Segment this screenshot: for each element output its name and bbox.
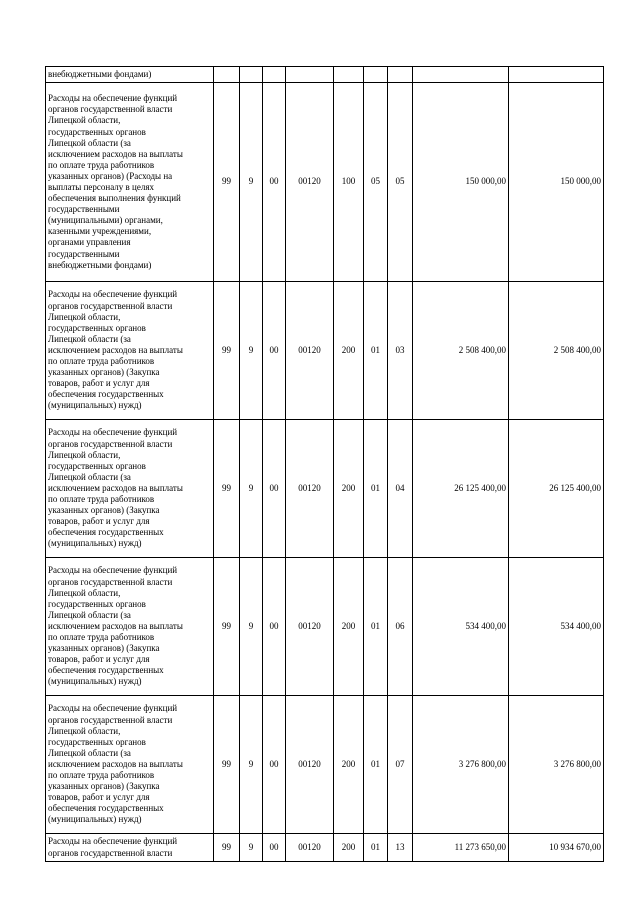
section-code-cell: 01 [364, 558, 388, 696]
table-row [46, 83, 604, 282]
subprogram-code-cell: 9 [240, 696, 263, 834]
program-code-cell: 99 [214, 282, 240, 420]
subprogram-code-cell: 9 [240, 282, 263, 420]
expense-description: Расходы на обеспечение функций органов государственной власти Липецкой области, государственных органов Липецкой области (за исключением расходов на выплаты по оплате труда работников указанных органов) (Закупка товаров, работ и услуг для обеспечения государственных (муниципальных) нужд) [46, 558, 214, 696]
expense-type-code-cell: 100 [334, 83, 364, 282]
table-row [46, 282, 604, 420]
expense-description: Расходы на обеспечение функций органов государственной власти Липецкой области, государственных органов Липецкой области (за исключением расходов на выплаты по оплате труда работников указанных органов) (Закупка товаров, работ и услуг для обеспечения государственных (муниципальных) нужд) [46, 282, 214, 420]
subprogram-code-cell: 9 [240, 558, 263, 696]
direction-code-cell: 00120 [286, 696, 334, 834]
amount-2-cell: 534 400,00 [509, 558, 604, 696]
amount-1-cell: 26 125 400,00 [413, 420, 509, 558]
amount-2-cell: 26 125 400,00 [509, 420, 604, 558]
direction-code-cell: 00120 [286, 83, 334, 282]
main-event-code-cell: 00 [263, 558, 286, 696]
table-row [46, 67, 604, 83]
subprogram-code-cell: 9 [240, 420, 263, 558]
main-event-code-cell: 00 [263, 696, 286, 834]
subsection-code-cell: 13 [388, 834, 413, 862]
amount-1-cell: 11 273 650,00 [413, 834, 509, 862]
section-code-cell: 01 [364, 420, 388, 558]
direction-code-cell [286, 67, 334, 83]
subsection-code-cell: 06 [388, 558, 413, 696]
direction-code-cell: 00120 [286, 558, 334, 696]
program-code-cell: 99 [214, 696, 240, 834]
subsection-code-cell: 03 [388, 282, 413, 420]
expense-description: Расходы на обеспечение функций органов государственной власти Липецкой области, государственных органов Липецкой области (за исключением расходов на выплаты по оплате труда работников указанных органов) (Закупка товаров, работ и услуг для обеспечения государственных (муниципальных) нужд) [46, 420, 214, 558]
main-event-code-cell [263, 67, 286, 83]
amount-2-cell: 2 508 400,00 [509, 282, 604, 420]
direction-code-cell: 00120 [286, 282, 334, 420]
amount-1-cell: 3 276 800,00 [413, 696, 509, 834]
subsection-code-cell: 04 [388, 420, 413, 558]
main-event-code-cell: 00 [263, 834, 286, 862]
document-page [45, 66, 603, 862]
direction-code-cell: 00120 [286, 834, 334, 862]
expense-description: Расходы на обеспечение функций органов государственной власти [46, 834, 214, 862]
table-row [46, 696, 604, 834]
expense-type-code-cell: 200 [334, 558, 364, 696]
table-row [46, 420, 604, 558]
amount-1-cell: 2 508 400,00 [413, 282, 509, 420]
main-event-code-cell: 00 [263, 83, 286, 282]
amount-2-cell: 3 276 800,00 [509, 696, 604, 834]
section-code-cell [364, 67, 388, 83]
expense-description: внебюджетными фондами) [46, 67, 214, 83]
subprogram-code-cell [240, 67, 263, 83]
subprogram-code-cell: 9 [240, 834, 263, 862]
subprogram-code-cell: 9 [240, 83, 263, 282]
section-code-cell: 01 [364, 834, 388, 862]
main-event-code-cell: 00 [263, 282, 286, 420]
expense-type-code-cell: 200 [334, 696, 364, 834]
expense-description: Расходы на обеспечение функций органов государственной власти Липецкой области, государственных органов Липецкой области (за исключением расходов на выплаты по оплате труда работников указанных органов) (Расходы на выплаты персоналу в целях обеспечения выполнения функций государственными (муниципальными) органами, казенными учреждениями, органами управления государственными внебюджетными фондами) [46, 83, 214, 282]
program-code-cell: 99 [214, 420, 240, 558]
amount-2-cell: 10 934 670,00 [509, 834, 604, 862]
table-body [46, 67, 604, 862]
budget-table [45, 66, 604, 862]
subsection-code-cell [388, 67, 413, 83]
program-code-cell [214, 67, 240, 83]
section-code-cell: 01 [364, 282, 388, 420]
program-code-cell: 99 [214, 83, 240, 282]
table-row [46, 558, 604, 696]
amount-1-cell [413, 67, 509, 83]
amount-1-cell: 150 000,00 [413, 83, 509, 282]
amount-2-cell [509, 67, 604, 83]
section-code-cell: 05 [364, 83, 388, 282]
expense-type-code-cell: 200 [334, 420, 364, 558]
expense-description: Расходы на обеспечение функций органов государственной власти Липецкой области, государственных органов Липецкой области (за исключением расходов на выплаты по оплате труда работников указанных органов) (Закупка товаров, работ и услуг для обеспечения государственных (муниципальных) нужд) [46, 696, 214, 834]
subsection-code-cell: 05 [388, 83, 413, 282]
expense-type-code-cell: 200 [334, 282, 364, 420]
program-code-cell: 99 [214, 558, 240, 696]
program-code-cell: 99 [214, 834, 240, 862]
amount-1-cell: 534 400,00 [413, 558, 509, 696]
direction-code-cell: 00120 [286, 420, 334, 558]
expense-type-code-cell [334, 67, 364, 83]
amount-2-cell: 150 000,00 [509, 83, 604, 282]
table-row [46, 834, 604, 862]
expense-type-code-cell: 200 [334, 834, 364, 862]
main-event-code-cell: 00 [263, 420, 286, 558]
subsection-code-cell: 07 [388, 696, 413, 834]
section-code-cell: 01 [364, 696, 388, 834]
